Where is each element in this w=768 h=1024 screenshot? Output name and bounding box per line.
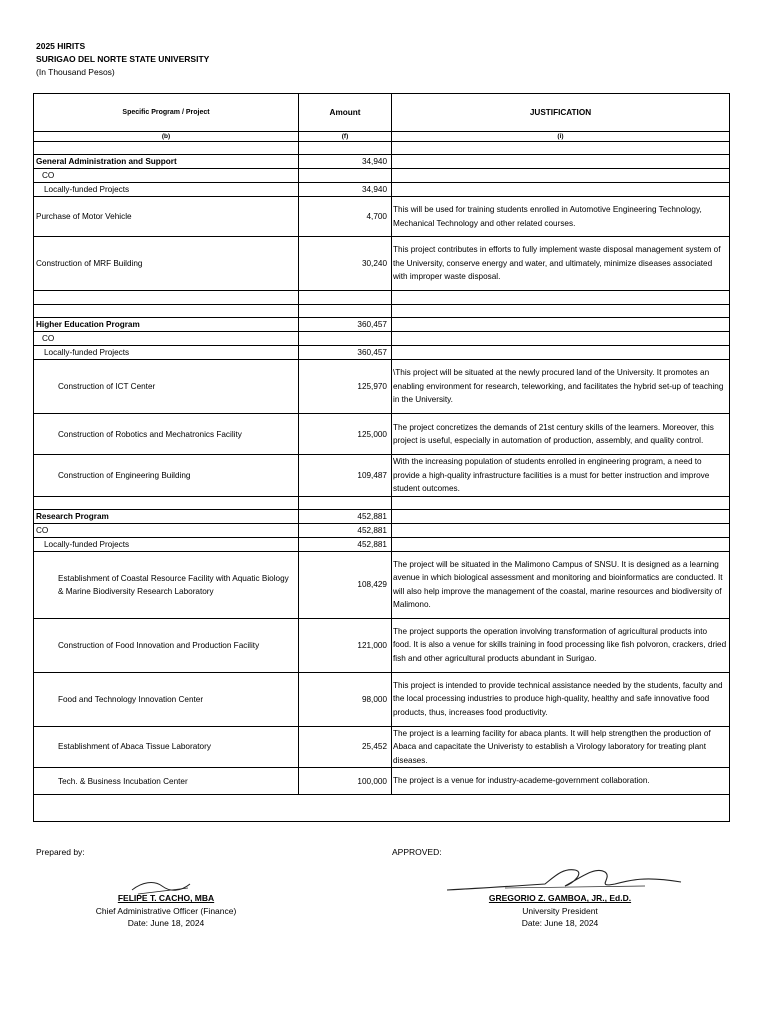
- funding-label: Locally-funded Projects: [34, 183, 299, 197]
- table-row: [34, 197, 730, 237]
- approver-block: [450, 892, 670, 930]
- column-header-amount: Amount: [299, 94, 392, 132]
- project-label: Food and Technology Innovation Center: [34, 672, 299, 726]
- column-code-justification: (i): [392, 132, 730, 142]
- project-label: Construction of Food Innovation and Production Facility: [34, 618, 299, 672]
- project-label: Construction of Engineering Building: [34, 455, 299, 497]
- program-label: Research Program: [34, 509, 299, 523]
- program-label: General Administration and Support: [34, 155, 299, 169]
- project-label: Establishment of Abaca Tissue Laboratory: [34, 726, 299, 768]
- expense-class-label: CO: [34, 169, 299, 183]
- expense-class-amount: 452,881: [299, 523, 392, 537]
- project-justification: With the increasing population of students enrolled in engineering program, a need to provide a high-quality infrastructure facilities is a must for better instruction and improve student outcomes.: [392, 455, 730, 497]
- preparer-name: FELIPE T. CACHO, MBA: [117, 893, 215, 903]
- blank-row: [34, 305, 730, 318]
- column-header-program: Specific Program / Project: [34, 94, 299, 132]
- program-amount: 360,457: [299, 318, 392, 332]
- program-label: Higher Education Program: [34, 318, 299, 332]
- table-row: [34, 768, 730, 795]
- project-label: Purchase of Motor Vehicle: [34, 197, 299, 237]
- project-amount: 109,487: [299, 455, 392, 497]
- table-row: [34, 360, 730, 414]
- funding-label: Locally-funded Projects: [34, 537, 299, 551]
- blank-row: [34, 496, 730, 509]
- funding-amount: 452,881: [299, 537, 392, 551]
- table-row: [34, 237, 730, 291]
- approver-title: University President: [522, 905, 598, 916]
- table-row: [34, 455, 730, 497]
- project-justification: The project concretizes the demands of 21st century skills of the learners. Moreover, this project is useful, especially in automation of production, assembly, and quality control.: [392, 414, 730, 455]
- project-amount: 125,970: [299, 360, 392, 414]
- table-header-row: [34, 94, 730, 132]
- column-code-row: [34, 132, 730, 142]
- table-row: [34, 346, 730, 360]
- project-justification: This project contributes in efforts to fully implement waste disposal management system of the University, conserve energy and water, and ultimately, minimize diseases associated with improper waste disposal.: [392, 237, 730, 291]
- project-amount: 98,000: [299, 672, 392, 726]
- table-row: [34, 523, 730, 537]
- table-row: [34, 509, 730, 523]
- project-justification: The project will be situated in the Malimono Campus of SNSU. It is designed as a learning avenue in which biological assessment and monitoring and bioinformatics are conducted. It will also help improve the management of the coastal, marine resources and biodiversity of Malimono.: [392, 551, 730, 618]
- blank-row: [34, 291, 730, 305]
- unit-note: (In Thousand Pesos): [36, 67, 115, 77]
- project-amount: 100,000: [299, 768, 392, 795]
- prepared-by-label: Prepared by:: [36, 847, 85, 857]
- table-row: [34, 155, 730, 169]
- approved-label: APPROVED:: [392, 847, 442, 857]
- preparer-block: [66, 892, 266, 930]
- table-row: [34, 183, 730, 197]
- institution-name: SURIGAO DEL NORTE STATE UNIVERSITY: [36, 54, 210, 64]
- table-row: [34, 537, 730, 551]
- approver-signature-scribble: [445, 862, 685, 896]
- table-row: [34, 414, 730, 455]
- program-amount: 452,881: [299, 509, 392, 523]
- project-justification: This project is intended to provide technical assistance needed by the students, faculty and the local processing industries to produce high-quality, healthy and safe innovative food products, thus, increases food productivity.: [392, 672, 730, 726]
- column-code-program: (b): [34, 132, 299, 142]
- table-row: [34, 169, 730, 183]
- expense-class-label: CO: [34, 523, 299, 537]
- blank-row: [34, 795, 730, 822]
- expense-class-label: CO: [34, 332, 299, 346]
- project-amount: 108,429: [299, 551, 392, 618]
- preparer-date: Date: June 18, 2024: [127, 918, 205, 928]
- project-label: Construction of Robotics and Mechatronics Facility: [34, 414, 299, 455]
- table-row: [34, 726, 730, 768]
- project-amount: 125,000: [299, 414, 392, 455]
- project-amount: 4,700: [299, 197, 392, 237]
- project-amount: 25,452: [299, 726, 392, 768]
- funding-amount: 360,457: [299, 346, 392, 360]
- approver-name: GREGORIO Z. GAMBOA, JR., Ed.D.: [488, 893, 632, 903]
- project-label: Establishment of Coastal Resource Facility with Aquatic Biology & Marine Biodiversity Research Laboratory: [34, 551, 299, 618]
- project-amount: 30,240: [299, 237, 392, 291]
- column-code-amount: (f): [299, 132, 392, 142]
- project-justification: This will be used for training students enrolled in Automotive Engineering Technology, Mechanical Technology and other related courses.: [392, 197, 730, 237]
- project-label: Construction of MRF Building: [34, 237, 299, 291]
- program-amount: 34,940: [299, 155, 392, 169]
- table-row: [34, 551, 730, 618]
- column-header-justification: JUSTIFICATION: [392, 94, 730, 132]
- table-row: [34, 318, 730, 332]
- blank-row: [34, 142, 730, 155]
- project-amount: 121,000: [299, 618, 392, 672]
- report-year-title: 2025 HIRITS: [36, 41, 86, 51]
- table-row: [34, 672, 730, 726]
- table-row: [34, 332, 730, 346]
- project-justification: The project is a learning facility for abaca plants. It will help strengthen the production of Abaca and capacitate the Univeristy to establish a Virology laboratory for treating plant diseases.: [392, 726, 730, 768]
- project-justification: \This project will be situated at the newly procured land of the University. It promotes an enabling environment for research, teleworking, and facilitates the hybrid set-up of teaching in the University.: [392, 360, 730, 414]
- preparer-title: Chief Administrative Officer (Finance): [95, 905, 237, 916]
- funding-amount: 34,940: [299, 183, 392, 197]
- project-justification: The project supports the operation involving transformation of agricultural products into food. It is also a venue for skills training in food processing like fish polvoron, crackers, dried fish and other agricultural products abundant in Surigao.: [392, 618, 730, 672]
- project-justification: The project is a venue for industry-academe-government collaboration.: [392, 768, 730, 795]
- project-label: Tech. & Business Incubation Center: [34, 768, 299, 795]
- project-label: Construction of ICT Center: [34, 360, 299, 414]
- approver-date: Date: June 18, 2024: [521, 918, 599, 928]
- table-row: [34, 618, 730, 672]
- budget-table: [33, 93, 730, 822]
- funding-label: Locally-funded Projects: [34, 346, 299, 360]
